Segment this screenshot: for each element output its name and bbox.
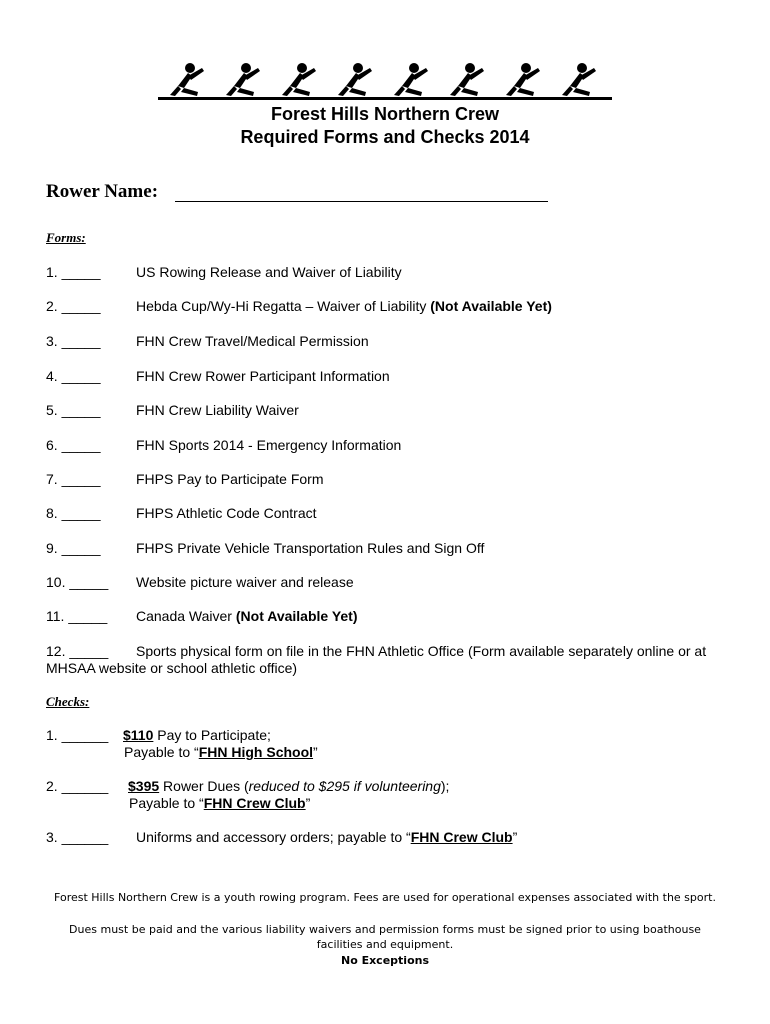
footer-no-exceptions: No Exceptions <box>340 954 430 967</box>
form-label: Website picture waiver and release <box>136 574 354 590</box>
form-label: FHPS Pay to Participate Form <box>136 471 324 487</box>
check-payee-line: Payable to “FHN High School” <box>124 744 318 760</box>
check-number[interactable]: 3. ______ <box>46 829 109 845</box>
boat-line <box>158 97 612 100</box>
page-title: Forest Hills Northern Crew <box>270 104 500 124</box>
form-label: Hebda Cup/Wy-Hi Regatta – Waiver of Liability (Not Available Yet) <box>136 298 552 314</box>
rower-figure-icon <box>222 62 262 100</box>
form-label: FHN Crew Liability Waiver <box>136 402 299 418</box>
rowers-logo <box>158 62 612 102</box>
form-label: Sports physical form on file in the FHN Athletic Office (Form available separately online or at <box>136 643 707 659</box>
check-number[interactable]: 1. ______ <box>46 727 109 743</box>
check-payee-line: Payable to “FHN Crew Club” <box>129 795 311 811</box>
check-amount: $110 <box>123 727 154 743</box>
form-number[interactable]: 5. _____ <box>46 402 101 418</box>
footer-text: Forest Hills Northern Crew is a youth rowing program. Fees are used for operational expenses associated with the sport. <box>54 891 716 904</box>
checks-heading: Checks: <box>46 694 90 709</box>
check-payee: FHN Crew Club <box>410 829 513 845</box>
check-amount: $395 <box>128 778 160 794</box>
rower-figure-icon <box>390 62 430 100</box>
rower-figure-icon <box>502 62 542 100</box>
form-number[interactable]: 12. _____ <box>46 643 109 659</box>
check-number[interactable]: 2. ______ <box>46 778 109 794</box>
rower-figure-icon <box>166 62 206 100</box>
form-number[interactable]: 2. _____ <box>46 298 101 314</box>
form-label: FHPS Private Vehicle Transportation Rules and Sign Off <box>136 540 485 556</box>
footer-text: facilities and equipment. <box>316 938 454 951</box>
page-subtitle: Required Forms and Checks 2014 <box>240 127 530 147</box>
rower-name-label: Rower Name: <box>46 181 159 202</box>
form-label-continuation: MHSAA website or school athletic office) <box>46 660 298 676</box>
form-number[interactable]: 3. _____ <box>46 333 101 349</box>
form-number[interactable]: 4. _____ <box>46 368 101 384</box>
forms-heading: Forms: <box>46 230 86 245</box>
rower-figure-icon <box>558 62 598 100</box>
rower-figure-icon <box>334 62 374 100</box>
rower-figure-icon <box>278 62 318 100</box>
form-number[interactable]: 11. _____ <box>46 608 108 624</box>
form-label: FHN Crew Rower Participant Information <box>136 368 390 384</box>
form-number[interactable]: 6. _____ <box>46 437 101 453</box>
form-number[interactable]: 9. _____ <box>46 540 101 556</box>
check-payee: FHN Crew Club <box>203 795 306 811</box>
not-available-note: (Not Available Yet) <box>235 608 358 624</box>
form-number[interactable]: 1. _____ <box>46 264 101 280</box>
check-description: $110 Pay to Participate; <box>123 727 271 743</box>
check-payee: FHN High School <box>198 744 314 760</box>
rower-figure-icon <box>446 62 486 100</box>
form-number[interactable]: 7. _____ <box>46 471 101 487</box>
check-description: Uniforms and accessory orders; payable to “FHN Crew Club” <box>136 829 518 845</box>
form-label: FHPS Athletic Code Contract <box>136 505 317 521</box>
check-description: $395 Rower Dues (reduced to $295 if volunteering); <box>128 778 450 794</box>
form-label: FHN Crew Travel/Medical Permission <box>136 333 369 349</box>
form-number[interactable]: 10. _____ <box>46 574 109 590</box>
footer-text: Dues must be paid and the various liability waivers and permission forms must be signed prior to using boathouse <box>69 923 701 936</box>
form-label: FHN Sports 2014 - Emergency Information <box>136 437 402 453</box>
rower-name-field[interactable] <box>175 201 548 202</box>
form-number[interactable]: 8. _____ <box>46 505 101 521</box>
not-available-note: (Not Available Yet) <box>430 298 552 314</box>
form-label: US Rowing Release and Waiver of Liability <box>136 264 402 280</box>
form-label: Canada Waiver (Not Available Yet) <box>136 608 358 624</box>
